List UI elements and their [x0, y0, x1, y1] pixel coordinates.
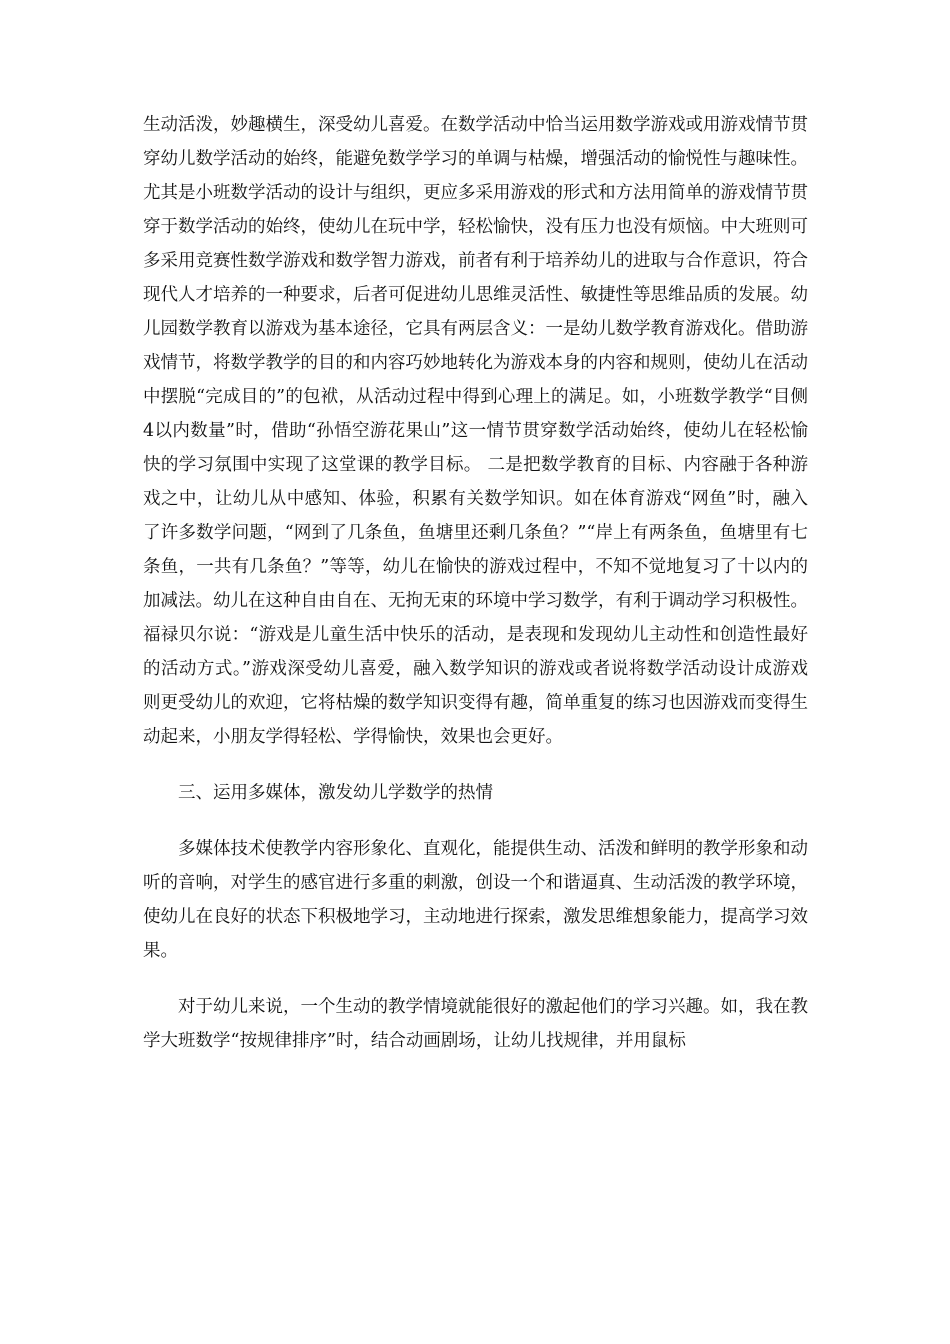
body-paragraph-2: 多媒体技术使教学内容形象化、直观化，能提供生动、活泼和鲜明的教学形象和动听的音响，对学生的感官进行多重的刺激，创设一个和谐逼真、生动活泼的教学环境，使幼儿在良好的状态下积极地学习，主动地进行探索，激发思维想象能力，提高学习效果。 [143, 839, 808, 961]
body-paragraph-3: 对于幼儿来说，一个生动的教学情境就能很好的激起他们的学习兴趣。如，我在教学大班数学“按规律排序”时，结合动画剧场，让幼儿找规律，并用鼠标 [143, 997, 808, 1051]
document-page [143, 108, 808, 1058]
section-heading-3: 三、运用多媒体，激发幼儿学数学的热情 [178, 783, 493, 803]
body-paragraph-1: 生动活泼，妙趣横生，深受幼儿喜爱。在数学活动中恰当运用数学游戏或用游戏情节贯穿幼儿数学活动的始终，能避免数学学习的单调与枯燥，增强活动的愉悦性与趣味性。尤其是小班数学活动的设计与组织，更应多采用游戏的形式和方法用简单的游戏情节贯穿于数学活动的始终，使幼儿在玩中学，轻松愉快，没有压力也没有烦恼。中大班则可多采用竞赛性数学游戏和数学智力游戏，前者有利于培养幼儿的进取与合作意识，符合现代人才培养的一种要求，后者可促进幼儿思维灵活性、敏捷性等思维品质的发展。幼儿园数学教育以游戏为基本途径，它具有两层含义：一是幼儿数学教育游戏化。借助游戏情节，将数学教学的目的和内容巧妙地转化为游戏本身的内容和规则，使幼儿在活动中摆脱“完成目的”的包袱，从活动过程中得到心理上的满足。如，小班数学教学“目侧4以内数量”时，借助“孙悟空游花果山”这一情节贯穿数学活动始终，使幼儿在轻松愉快的学习氛围中实现了这堂课的教学目标。 二是把数学教育的目标、内容融于各种游戏之中，让幼儿从中感知、体验，积累有关数学知识。如在体育游戏“网鱼”时，融入了许多数学问题，“网到了几条鱼，鱼塘里还剩几条鱼？”“岸上有两条鱼，鱼塘里有七条鱼，一共有几条鱼？”等等，幼儿在愉快的游戏过程中，不知不觉地复习了十以内的加减法。幼儿在这种自由自在、无拘无束的环境中学习数学，有利于调动学习积极性。福禄贝尔说：“游戏是儿童生活中快乐的活动，是表现和发现幼儿主动性和创造性最好的活动方式。”游戏深受幼儿喜爱，融入数学知识的游戏或者说将数学活动设计成游戏则更受幼儿的欢迎，它将枯燥的数学知识变得有趣，简单重复的练习也因游戏而变得生动起来，小朋友学得轻松、学得愉快，效果也会更好。 [143, 115, 808, 747]
